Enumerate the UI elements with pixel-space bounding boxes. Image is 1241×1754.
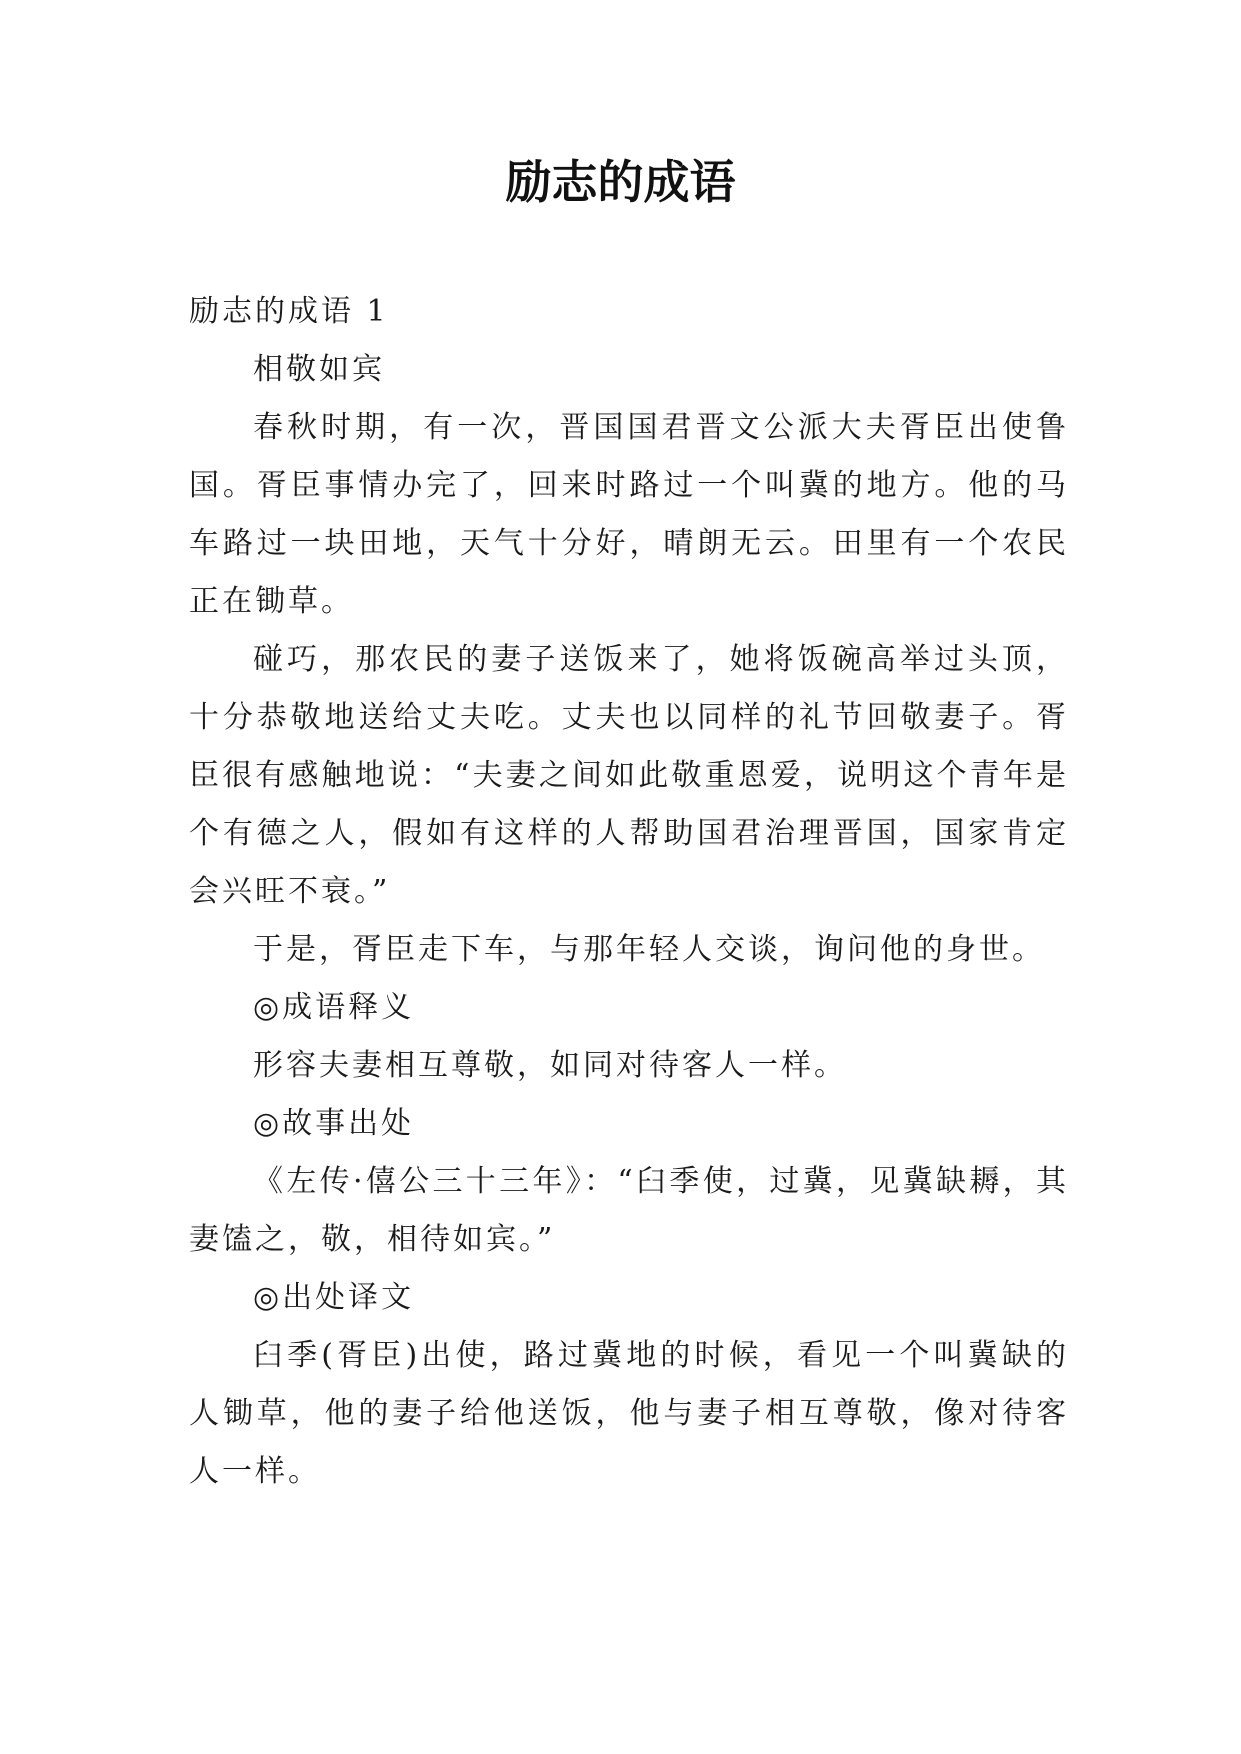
story-paragraph: 于是，胥臣走下车，与那年轻人交谈，询问他的身世。 — [253, 932, 1045, 967]
source-heading: ◎故事出处 — [253, 1106, 415, 1141]
translation-heading: ◎出处译文 — [253, 1280, 415, 1315]
translation-text: 臼季(胥臣)出使，路过冀地的时候，看见一个叫冀缺的人锄草，他的妻子给他送饭，他与妻子相互尊敬，像对待客人一样。 — [189, 1338, 1069, 1489]
story-paragraph: 碰巧，那农民的妻子送饭来了，她将饭碗高举过头顶，十分恭敬地送给丈夫吃。丈夫也以同样的礼节回敬妻子。胥臣很有感触地说：“夫妻之间如此敬重恩爱，说明这个青年是个有德之人，假如有这样的人帮助国君治理晋国，国家肯定会兴旺不衰。” — [189, 642, 1069, 909]
story-paragraph: 春秋时期，有一次，晋国国君晋文公派大夫胥臣出使鲁国。胥臣事情办完了，回来时路过一个叫冀的地方。他的马车路过一块田地，天气十分好，晴朗无云。田里有一个农民正在锄草。 — [189, 410, 1069, 619]
meaning-text: 形容夫妻相互尊敬，如同对待客人一样。 — [253, 1048, 847, 1083]
document-title: 励志的成语 — [505, 155, 736, 209]
section-subheading: 励志的成语 1 — [189, 294, 389, 329]
source-text: 《左传·僖公三十三年》：“臼季使，过冀，见冀缺耨，其妻馌之，敬，相待如宾。” — [189, 1164, 1069, 1257]
idiom-heading: 相敬如宾 — [253, 352, 385, 387]
meaning-heading: ◎成语释义 — [253, 990, 415, 1025]
document-body — [189, 283, 1069, 1501]
